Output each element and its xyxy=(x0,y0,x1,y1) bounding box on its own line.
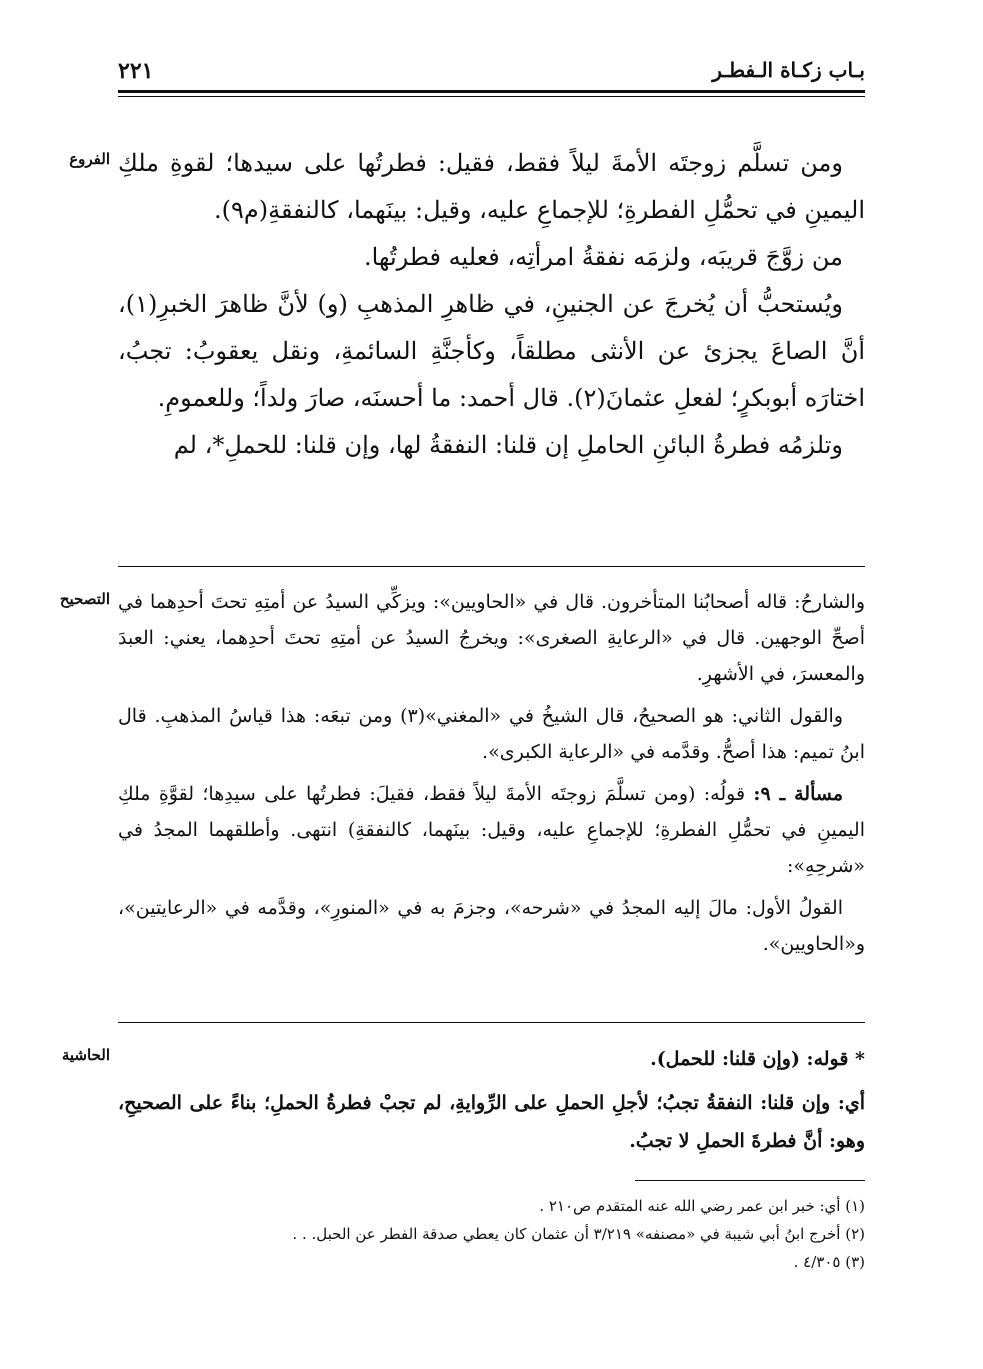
main-paragraph: من زوَّجَ قريبَه، ولزمَه نفقةُ امرأتِه، فعليه فطرتُها. xyxy=(363,243,843,271)
footnote: (٢) أخرج ابنُ أبي شيبة في «مصنفه» ٣/٢١٩ أن عثمان كان يعطي صدقة الفطر عن الحبل. . . xyxy=(292,1225,865,1243)
section-divider xyxy=(118,1022,865,1023)
hashiya-heading: * قوله: (وإن قلنا: للحمل). xyxy=(650,1048,865,1070)
header-rule xyxy=(118,90,865,93)
tashih-paragraph: والشارحُ: قاله أصحابُنا المتأخرون. قال في «الحاويين»: ويزكِّي السيدُ عن أمتِهِ تحتَ أحدِهما في أصحِّ الوجهين. قال في «الرعايةِ الصغرى»: ويخرجُ السيدُ عن أمتِهِ تحتَ أحدِهما، يعني: العبدَ والمعسرَ، في الأشهرِ. xyxy=(118,591,865,685)
footnote: (١) أي: خبر ابن عمر رضي الله عنه المتقدم ص٢١٠ . xyxy=(539,1197,865,1215)
tashih-text xyxy=(118,584,865,968)
running-head: بـاب زكـاة الـفطـر xyxy=(712,58,865,82)
page-number: ٢٢١ xyxy=(118,58,154,84)
tashih-paragraph: القولُ الأول: مالَ إليه المجدُ في «شرحه»، وجزمَ به في «المنورِ»، وقدَّمه في «الرعايتين»، و«الحاويين». xyxy=(118,897,865,955)
footnote-divider xyxy=(635,1180,865,1181)
main-paragraph: وتلزمُه فطرةُ البائنِ الحاملِ إن قلنا: النفقةُ لها، وإن قلنا: للحملِ*، لم xyxy=(173,431,843,459)
main-paragraph: ويُستحبُّ أن يُخرجَ عن الجنينِ، في ظاهرِ المذهبِ (و) لأنَّ ظاهرَ الخبرِ(١)، أنَّ الصاعَ يجزئ عن الأنثى مطلقاً، وكأجنَّةِ السائمةِ، ونقل يعقوبُ: تجبُ، اختارَه أبوبكرٍ؛ لفعلِ عثمانَ(٢). قال أحمد: ما أحسنَه، صارَ ولداً؛ وللعمومِ. xyxy=(118,290,865,412)
tashih-paragraph xyxy=(118,776,865,884)
masala-label: مسألة ـ ٩: xyxy=(753,783,843,805)
margin-label-hashiya: الحاشية xyxy=(61,1046,110,1064)
section-divider xyxy=(118,566,865,567)
main-text xyxy=(118,140,865,469)
hashiya-paragraph: أي: وإن قلنا: النفقةُ تجبُ؛ لأجلِ الحملِ على الرِّوايةِ، لم تجبْ فطرةُ الحملِ؛ بناءً على الصحيحِ، وهو: أنَّ فطرةَ الحملِ لا تجبُ. xyxy=(118,1092,865,1152)
header-rule-thin xyxy=(118,96,865,97)
margin-label-furu: الفروع xyxy=(69,150,110,168)
main-paragraph: ومن تسلَّم زوجتَه الأمةَ ليلاً فقط، فقيل: فطرتُها على سيدها؛ لقوةِ ملكِ اليمينِ في تحمُّلِ الفطرةِ؛ للإجماعِ عليه، وقيل: بينَهما، كالنفقةِ(م٩). xyxy=(118,149,865,224)
tashih-paragraph: والقول الثاني: هو الصحيحُ، قال الشيخُ في «المغني»(٣) ومن تبعَه: هذا قياسُ المذهبِ. قال ابنُ تميم: هذا أصحُّ. وقدَّمه في «الرعاية الكبرى». xyxy=(118,705,865,763)
footnotes xyxy=(118,1192,865,1276)
margin-label-tashih: التصحيح xyxy=(59,590,110,608)
footnote: (٣) ٤/٣٠٥ . xyxy=(793,1253,865,1271)
hashiya-text xyxy=(118,1040,865,1166)
masala-text: قولُه: (ومن تسلَّمَ زوجتَه الأمةَ ليلاً فقط، فقيلَ: فطرتُها على سيدِها؛ لقوَّةِ ملكِ اليمينِ في تحمُّلِ الفطرةِ؛ للإجماعِ عليه، وقيل: بينَهما، كالنفقةِ) انتهى. وأطلقهما المجدُ في «شرحِهِ»: xyxy=(118,783,865,877)
